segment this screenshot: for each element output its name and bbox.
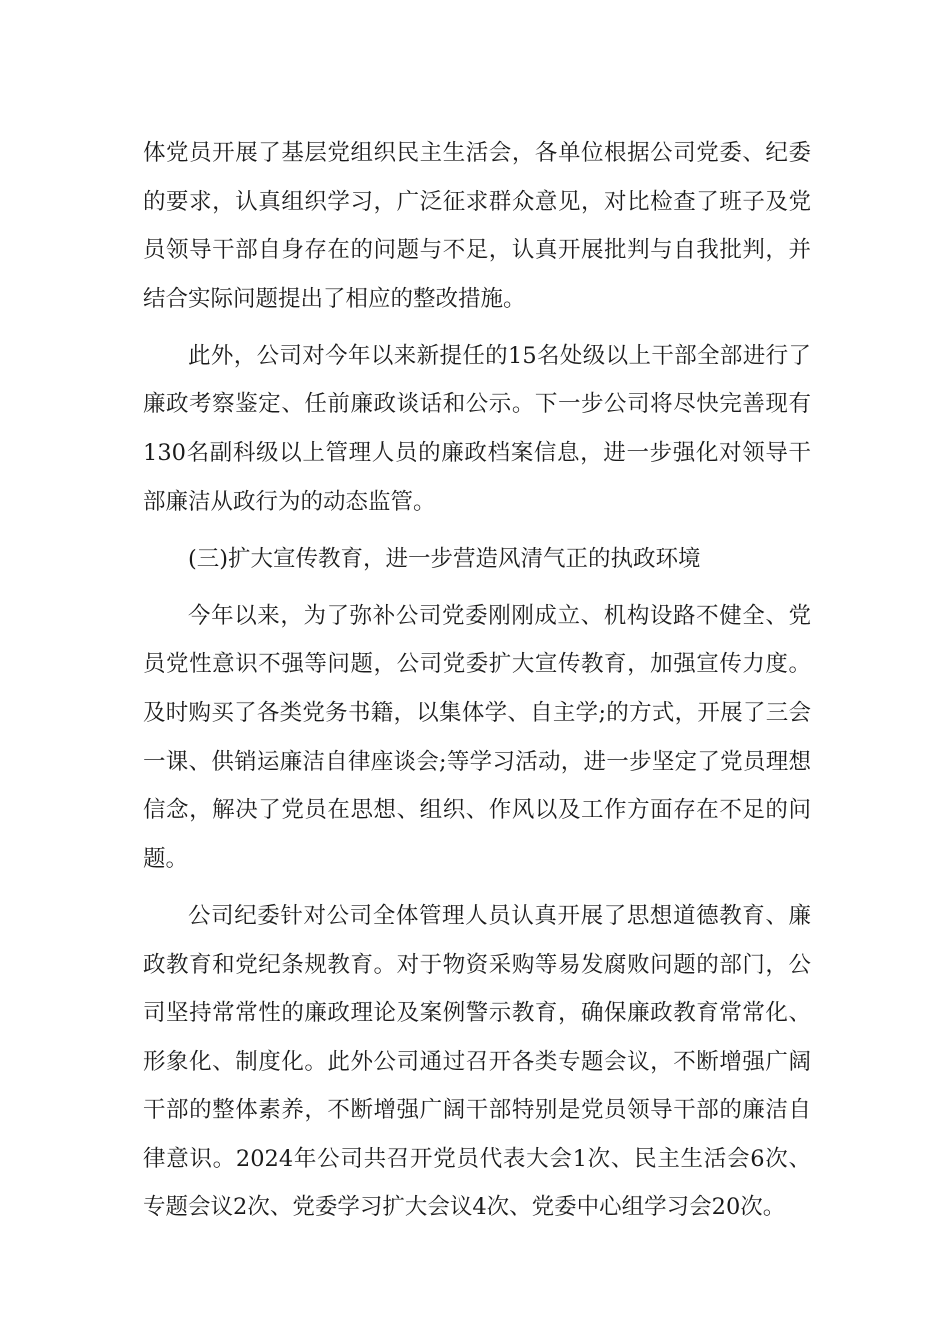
paragraph-cadre-review: 此外，公司对今年以来新提任的15名处级以上干部全部进行了廉政考察鉴定、任前廉政谈话和公示。下一步公司将尽快完善现有130名副科级以上管理人员的廉政档案信息，进一步强化对领导干部廉洁从政行为的动态监管。 [143, 342, 811, 515]
paragraph-continuation: 体党员开展了基层党组织民主生活会，各单位根据公司党委、纪委的要求，认真组织学习，广泛征求群众意见，对比检查了班子及党员领导干部自身存在的问题与不足，认真开展批判与自我批判，并结合实际问题提出了相应的整改措施。 [143, 140, 811, 312]
document-body [143, 129, 811, 1241]
section-heading-3: (三)扩大宣传教育，进一步营造风清气正的执政环境 [188, 545, 701, 572]
paragraph-publicity-education: 今年以来，为了弥补公司党委刚刚成立、机构设路不健全、党员党性意识不强等问题，公司党委扩大宣传教育，加强宣传力度。及时购买了各类党务书籍，以集体学、自主学;的方式，开展了三会一课、供销运廉洁自律座谈会;等学习活动，进一步坚定了党员理想信念，解决了党员在思想、组织、作风以及工作方面存在不足的问题。 [143, 602, 811, 872]
paragraph-discipline-education: 公司纪委针对公司全体管理人员认真开展了思想道德教育、廉政教育和党纪条规教育。对于物资采购等易发腐败问题的部门，公司坚持常常性的廉政理论及案例警示教育，确保廉政教育常常化、形象化、制度化。此外公司通过召开各类专题会议，不断增强广阔干部的整体素养，不断增强广阔干部特别是党员领导干部的廉洁自律意识。2024年公司共召开党员代表大会1次、民主生活会6次、专题会议2次、党委学习扩大会议4次、党委中心组学习会20次。 [143, 902, 811, 1221]
